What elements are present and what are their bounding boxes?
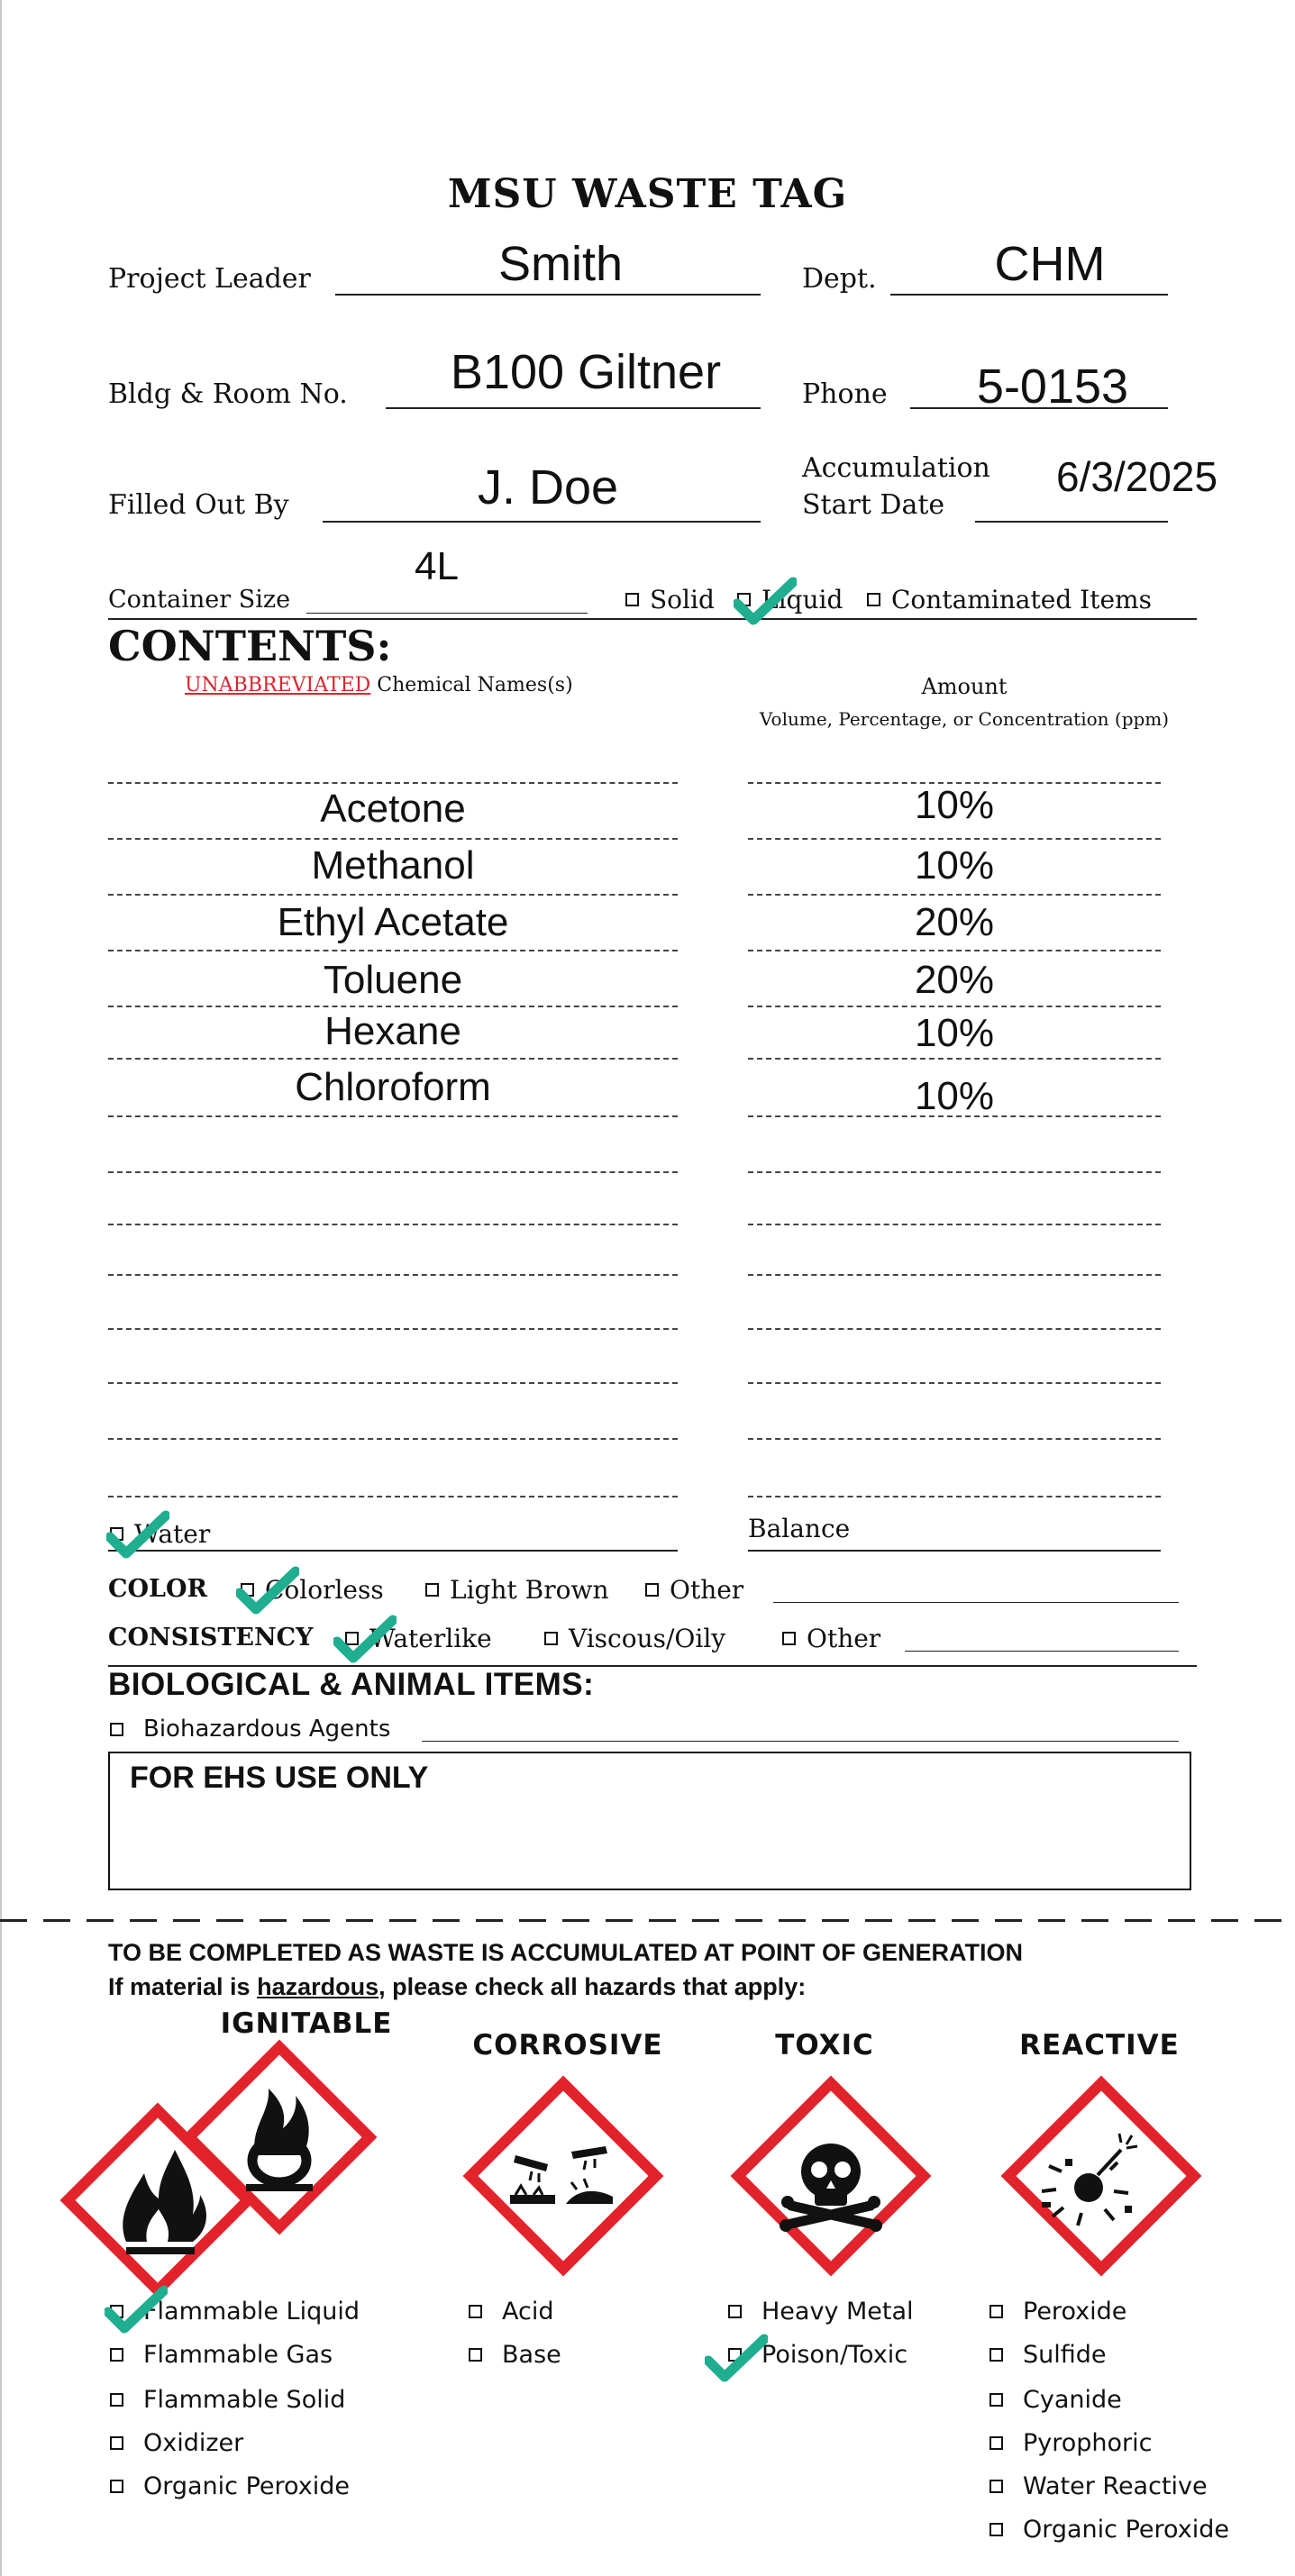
biohazardous-checkbox[interactable]: [110, 1723, 123, 1736]
contents-rule-l-14: [108, 1496, 678, 1497]
color-label: COLOR: [108, 1575, 207, 1603]
oxidizer-label: Oxidizer: [143, 2429, 244, 2457]
container-size-label: Container Size: [108, 586, 291, 614]
water-reactive-checkbox[interactable]: [989, 2480, 1003, 2493]
page-title: MSU WASTE TAG: [447, 171, 848, 217]
amount-subheader: Volume, Percentage, or Concentration (ppm): [759, 708, 1170, 730]
exploding-bomb-icon: [1008, 2083, 1194, 2269]
start-date-line: [975, 521, 1168, 523]
accumulation-label: Accumulation: [802, 452, 990, 484]
contents-rule-l-8: [108, 1171, 678, 1173]
filled-out-by-line: [323, 521, 761, 523]
color-other-label: Other: [670, 1575, 744, 1605]
corrosive-title: CORROSIVE: [472, 2029, 663, 2062]
corrosion-icon: [470, 2083, 656, 2269]
chemical-amount-2[interactable]: 10%: [914, 843, 995, 887]
check-mark-icon: [106, 1510, 169, 1559]
biological-heading: BIOLOGICAL & ANIMAL ITEMS:: [108, 1667, 595, 1702]
consistency-label: CONSISTENCY: [108, 1624, 314, 1652]
cut-line-dash: [303, 1919, 330, 1922]
solid-label: Solid: [650, 585, 715, 614]
accumulation-note: TO BE COMPLETED AS WASTE IS ACCUMULATED AT POINT OF GENERATION: [108, 1939, 1024, 1966]
acid-checkbox[interactable]: [469, 2305, 482, 2318]
contents-rule-l-6: [108, 1058, 678, 1060]
contents-rule-r-11: [748, 1328, 1161, 1330]
oxidizer-checkbox[interactable]: [110, 2436, 123, 2450]
hazard-pictograms: [0, 2036, 1295, 2307]
ehs-label: FOR EHS USE ONLY: [130, 1761, 429, 1795]
cut-line-dash: [0, 1919, 27, 1922]
contents-rule-l-11: [108, 1328, 678, 1330]
water-line: [108, 1550, 678, 1552]
chemical-amount-6[interactable]: 10%: [914, 1074, 995, 1118]
balance-line: [748, 1550, 1161, 1552]
cut-line-dash: [389, 1919, 416, 1922]
ignitable-organic-peroxide[interactable]: [110, 2472, 350, 2500]
contents-rule-r-13: [748, 1438, 1161, 1440]
cut-line-dash: [779, 1919, 806, 1922]
light-brown-checkbox[interactable]: [425, 1583, 439, 1597]
ehs-box: [108, 1752, 1191, 1890]
contents-rule-r-6: [748, 1058, 1161, 1060]
project-leader-value[interactable]: Smith: [497, 237, 624, 291]
cut-line-dash: [735, 1919, 762, 1922]
cut-line-dash: [216, 1919, 243, 1922]
chemical-names-header: [185, 674, 573, 696]
flammable-gas-checkbox[interactable]: [110, 2348, 123, 2362]
contents-rule-l-13: [108, 1438, 678, 1440]
biohazardous-option[interactable]: [110, 1716, 390, 1743]
start-date-label: Start Date: [802, 489, 945, 521]
heavy-metal-label: Heavy Metal: [761, 2298, 914, 2326]
amount-header: Amount: [921, 674, 1008, 699]
start-date-value[interactable]: 6/3/2025: [1056, 453, 1218, 500]
container-row-underline: [108, 618, 1197, 620]
chemical-name-6[interactable]: Chloroform: [295, 1065, 491, 1109]
flammable-solid-label: Flammable Solid: [143, 2386, 346, 2414]
cut-line-dash: [260, 1919, 287, 1922]
reactive-pyrophoric[interactable]: [989, 2429, 1153, 2457]
check-mark-icon: [236, 1566, 299, 1615]
heavy-metal-checkbox[interactable]: [728, 2305, 742, 2318]
cut-line-dash: [822, 1919, 849, 1922]
color-light-brown[interactable]: [425, 1575, 608, 1605]
viscous-label: Viscous/Oily: [569, 1624, 726, 1653]
light-brown-label: Light Brown: [450, 1575, 609, 1605]
peroxide-checkbox[interactable]: [989, 2305, 1003, 2318]
base-checkbox[interactable]: [469, 2348, 482, 2362]
bldg-room-line: [386, 407, 761, 409]
cut-line-dash: [1081, 1919, 1108, 1922]
cyanide-checkbox[interactable]: [989, 2393, 1003, 2407]
cut-line-dash: [649, 1919, 676, 1922]
ignitable-flammable-solid[interactable]: [110, 2386, 345, 2414]
color-other-line: [773, 1602, 1179, 1603]
peroxide-label: Peroxide: [1023, 2298, 1127, 2326]
cut-line-dash: [43, 1919, 70, 1922]
flammable-liquid-label: Flammable Liquid: [143, 2298, 360, 2326]
dept-label: Dept.: [802, 263, 877, 295]
consistency-other-checkbox[interactable]: [782, 1632, 796, 1645]
contents-rule-l-1: [108, 782, 678, 784]
consistency-other-line: [905, 1651, 1179, 1652]
filled-out-by-label: Filled Out By: [108, 489, 289, 521]
contents-rule-l-2: [108, 838, 678, 840]
chemical-amount-3[interactable]: 20%: [914, 900, 995, 944]
cut-line-dash: [1254, 1919, 1281, 1922]
solid-checkbox[interactable]: [625, 593, 639, 606]
container-size-value[interactable]: 4L: [415, 544, 459, 588]
chemical-names-text: Chemical Names(s): [370, 674, 573, 696]
chemical-name-4[interactable]: Toluene: [323, 958, 463, 1002]
water-label: Water: [134, 1519, 211, 1549]
cut-line-dash: [1211, 1919, 1238, 1922]
sulfide-checkbox[interactable]: [989, 2348, 1003, 2362]
cut-line-dash: [865, 1919, 892, 1922]
biohazardous-line: [422, 1741, 1179, 1742]
bldg-room-value[interactable]: B100 Giltner: [450, 345, 722, 399]
contents-rule-r-14: [748, 1496, 1161, 1497]
contaminated-label: Contaminated Items: [891, 585, 1152, 614]
reactive-cyanide[interactable]: [989, 2386, 1122, 2414]
contents-rule-r-3: [748, 894, 1161, 896]
reactive-sulfide[interactable]: [989, 2341, 1107, 2369]
cut-line-dash: [995, 1919, 1022, 1922]
reactive-title: REACTIVE: [1019, 2029, 1180, 2062]
phone-label: Phone: [802, 378, 888, 410]
contents-rule-l-7: [108, 1115, 678, 1117]
hazard-instruction: [108, 1973, 806, 2001]
bldg-room-label: Bldg & Room No.: [108, 378, 348, 410]
contents-rule-r-5: [748, 1006, 1161, 1007]
contents-rule-r-4: [748, 950, 1161, 951]
container-type-contaminated[interactable]: [867, 585, 1152, 614]
hazard-instruction-emph: hazardous: [257, 1973, 379, 2000]
consistency-viscous[interactable]: [544, 1624, 725, 1653]
unabbreviated-emphasis: UNABBREVIATED: [185, 674, 371, 696]
cut-line-dash: [908, 1919, 935, 1922]
contents-rule-r-10: [748, 1274, 1161, 1276]
cut-line-dash: [952, 1919, 979, 1922]
chemical-name-2[interactable]: Methanol: [311, 843, 475, 887]
check-mark-icon: [333, 1615, 397, 1663]
chemical-name-5[interactable]: Hexane: [324, 1009, 461, 1053]
container-size-line: [306, 613, 588, 614]
contents-heading: CONTENTS:: [108, 622, 392, 670]
colorless-label: Colorless: [265, 1575, 384, 1605]
cut-line-dash: [606, 1919, 633, 1922]
sulfide-label: Sulfide: [1023, 2341, 1107, 2369]
reactive-organic-peroxide[interactable]: [989, 2516, 1229, 2544]
contents-rule-l-10: [108, 1274, 678, 1276]
pyrophoric-checkbox[interactable]: [989, 2436, 1003, 2450]
skull-crossbones-icon: [738, 2083, 924, 2269]
ignitable-organic-peroxide-label: Organic Peroxide: [143, 2472, 350, 2500]
cut-line-dash: [1168, 1919, 1195, 1922]
color-other[interactable]: [645, 1575, 743, 1605]
toxic-title: TOXIC: [775, 2029, 874, 2062]
pyrophoric-label: Pyrophoric: [1023, 2429, 1153, 2457]
check-mark-icon: [734, 577, 797, 625]
cyanide-label: Cyanide: [1023, 2386, 1122, 2414]
container-type-solid[interactable]: [625, 585, 715, 614]
cut-line-dash: [519, 1919, 546, 1922]
hazard-instruction-post: , please check all hazards that apply:: [378, 1973, 807, 2000]
consistency-other-label: Other: [807, 1624, 881, 1653]
dept-value[interactable]: CHM: [994, 237, 1106, 291]
cut-line-dash: [173, 1919, 200, 1922]
cut-line-dash: [1125, 1919, 1152, 1922]
ignitable-title: IGNITABLE: [220, 2007, 393, 2040]
reactive-peroxide[interactable]: [989, 2298, 1126, 2326]
cut-line-dash: [562, 1919, 589, 1922]
acid-label: Acid: [502, 2298, 554, 2326]
water-reactive-label: Water Reactive: [1023, 2472, 1208, 2500]
flammable-gas-label: Flammable Gas: [143, 2341, 333, 2369]
contents-rule-r-8: [748, 1171, 1161, 1173]
contents-rule-r-9: [748, 1224, 1161, 1225]
hazard-instruction-pre: If material is: [108, 1973, 258, 2000]
flammable-solid-checkbox[interactable]: [110, 2393, 123, 2407]
viscous-checkbox[interactable]: [544, 1632, 558, 1645]
check-mark-icon: [105, 2285, 168, 2334]
consistency-other[interactable]: [782, 1624, 880, 1653]
contents-rule-l-9: [108, 1224, 678, 1225]
liquid-label: Liquid: [761, 585, 844, 614]
reactive-organic-peroxide-label: Organic Peroxide: [1023, 2516, 1229, 2544]
base-label: Base: [502, 2341, 561, 2369]
reactive-organic-peroxide-checkbox[interactable]: [989, 2523, 1003, 2536]
reactive-water-reactive[interactable]: [989, 2472, 1208, 2500]
cut-line-dash: [1038, 1919, 1065, 1922]
cut-line-dash: [87, 1919, 114, 1922]
ignitable-flammable-gas[interactable]: [110, 2341, 333, 2369]
ignitable-organic-peroxide-checkbox[interactable]: [110, 2480, 123, 2493]
cut-line-dash: [692, 1919, 719, 1922]
chemical-name-3[interactable]: Ethyl Acetate: [277, 900, 509, 944]
chemical-amount-5[interactable]: 10%: [914, 1011, 995, 1055]
contents-rule-l-4: [108, 950, 678, 951]
chemical-amount-1[interactable]: 10%: [914, 783, 995, 827]
chemical-amount-4[interactable]: 20%: [914, 958, 995, 1002]
waterlike-label: Waterlike: [369, 1624, 492, 1653]
contaminated-checkbox[interactable]: [867, 593, 880, 606]
ignitable-oxidizer[interactable]: [110, 2429, 243, 2457]
contents-rule-r-12: [748, 1382, 1161, 1384]
contents-rule-r-2: [748, 838, 1161, 840]
cut-line-dash: [476, 1919, 503, 1922]
cut-line-dash: [433, 1919, 460, 1922]
cut-line-dash: [130, 1919, 157, 1922]
toxic-heavy-metal[interactable]: [728, 2298, 914, 2326]
project-leader-label: Project Leader: [108, 263, 311, 295]
contents-rule-l-5: [108, 1006, 678, 1007]
corrosive-acid[interactable]: [469, 2298, 553, 2326]
filled-out-by-value[interactable]: J. Doe: [477, 460, 619, 514]
color-other-checkbox[interactable]: [645, 1583, 659, 1597]
check-mark-icon: [705, 2334, 768, 2382]
balance-label: Balance: [748, 1514, 851, 1543]
contents-rule-l-3: [108, 894, 678, 896]
biohazardous-label: Biohazardous Agents: [143, 1716, 391, 1743]
chemical-name-1[interactable]: Acetone: [320, 787, 466, 831]
contents-rule-l-12: [108, 1382, 678, 1384]
dept-line: [890, 294, 1168, 296]
corrosive-base[interactable]: [469, 2341, 561, 2369]
poison-toxic-label: Poison/Toxic: [761, 2341, 908, 2369]
project-leader-line: [335, 294, 761, 296]
phone-value[interactable]: 5-0153: [976, 360, 1129, 414]
cut-line-dash: [346, 1919, 373, 1922]
